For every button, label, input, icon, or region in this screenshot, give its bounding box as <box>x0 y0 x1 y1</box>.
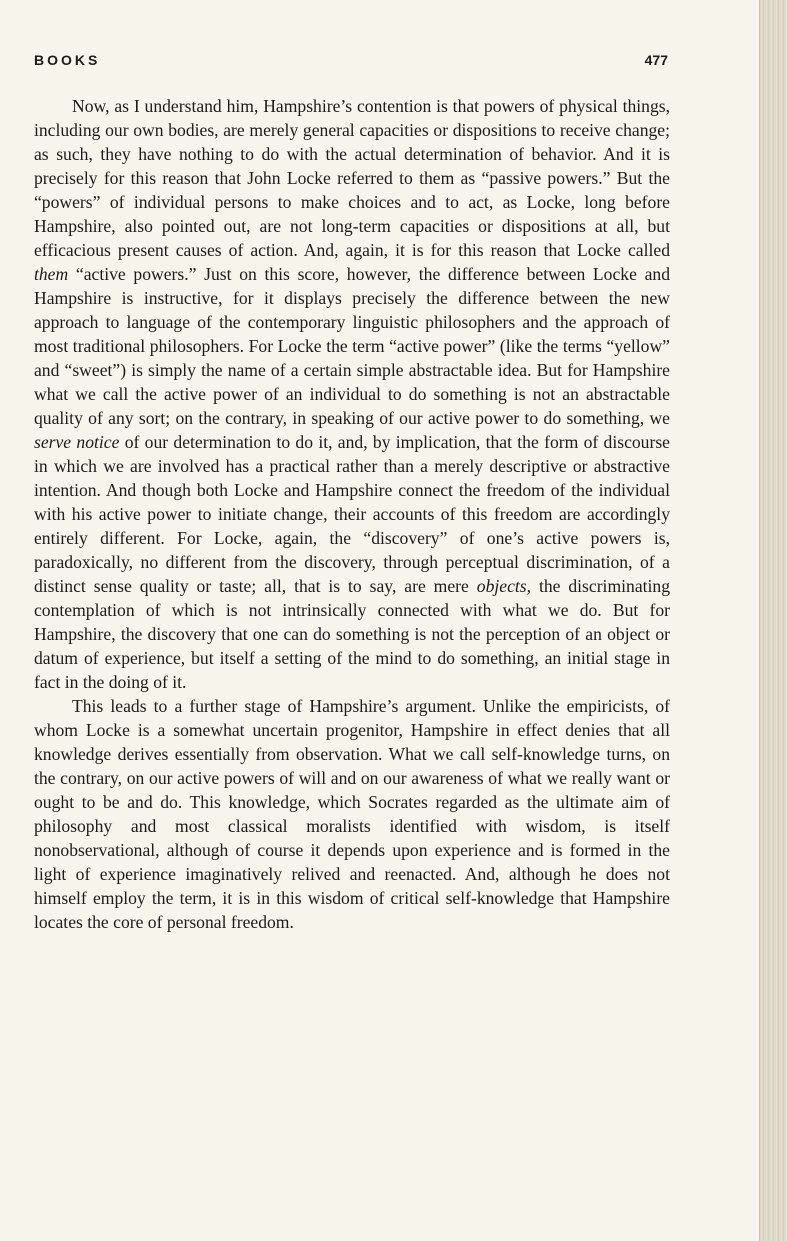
page-edge <box>759 0 788 1241</box>
body-text <box>34 94 670 934</box>
paragraph <box>34 94 670 694</box>
running-header <box>34 52 668 72</box>
text-run: “active powers.” Just on this score, however, the difference between Locke and Hampshire is instructive, for it displays precisely the difference between the new approach to language of the contemporary linguistic philosophers and the approach of most traditional philosophers. For Locke the term “active power” (like the terms “yellow” and “sweet”) is simply the name of a certain simple abstractable idea. But for Hampshire what we call the active power of an individual to do something is not an abstractable quality of any sort; on the contrary, in speaking of our active power to do something, we <box>34 264 670 428</box>
text-run: of our determination to do it, and, by implication, that the form of discourse in which we are involved has a practical rather than a merely descriptive or abstractive intention. And though both Locke and Hampshire connect the freedom of the individual with his active power to initiate change, their accounts of this freedom are accordingly entirely different. For Locke, again, the “discovery” of one’s active powers is, paradoxically, no different from the discovery, through perceptual discrimination, of a distinct sense quality or taste; all, that is to say, are mere <box>34 432 670 596</box>
text-run: This leads to a further stage of Hampshire’s argument. Unlike the empiricists, of whom Locke is a somewhat uncertain progenitor, Hampshire in effect denies that all knowledge derives essentially from observation. What we call self-knowledge turns, on the contrary, on our active powers of will and on our awareness of what we really want or ought to be and do. This knowledge, which Socrates regarded as the ultimate aim of philosophy and most classical moralists identified with wisdom, is itself nonobservational, although of course it depends upon experience and is formed in the light of experience imaginatively relived and reenacted. And, although he does not himself employ the term, it is in this wisdom of critical self-knowledge that Hampshire locates the core of personal freedom. <box>34 696 670 932</box>
italic-text: serve notice <box>34 432 120 452</box>
text-run: Now, as I understand him, Hampshire’s contention is that powers of physical things, including our own bodies, are merely general capacities or dispositions to receive change; as such, they have nothing to do with the actual determination of behavior. And it is precisely for this reason that John Locke referred to them as “passive powers.” But the “powers” of individual persons to make choices and to act, as Locke, long before Hampshire, also pointed out, are not long-term capacities or dispositions at all, but efficacious present causes of action. And, again, it is for this reason that Locke called <box>34 96 670 260</box>
italic-text: them <box>34 264 69 284</box>
text-run: the discriminating contemplation of which is not intrinsically connected with what we do. But for Hampshire, the discovery that one can do something is not the perception of an object or datum of experience, but itself a setting of the mind to do something, an initial stage in fact in the doing of it. <box>34 576 670 692</box>
section-title: BOOKS <box>34 52 101 68</box>
paragraph <box>34 694 670 934</box>
italic-text: objects, <box>476 576 532 596</box>
page-number: 477 <box>644 52 668 68</box>
